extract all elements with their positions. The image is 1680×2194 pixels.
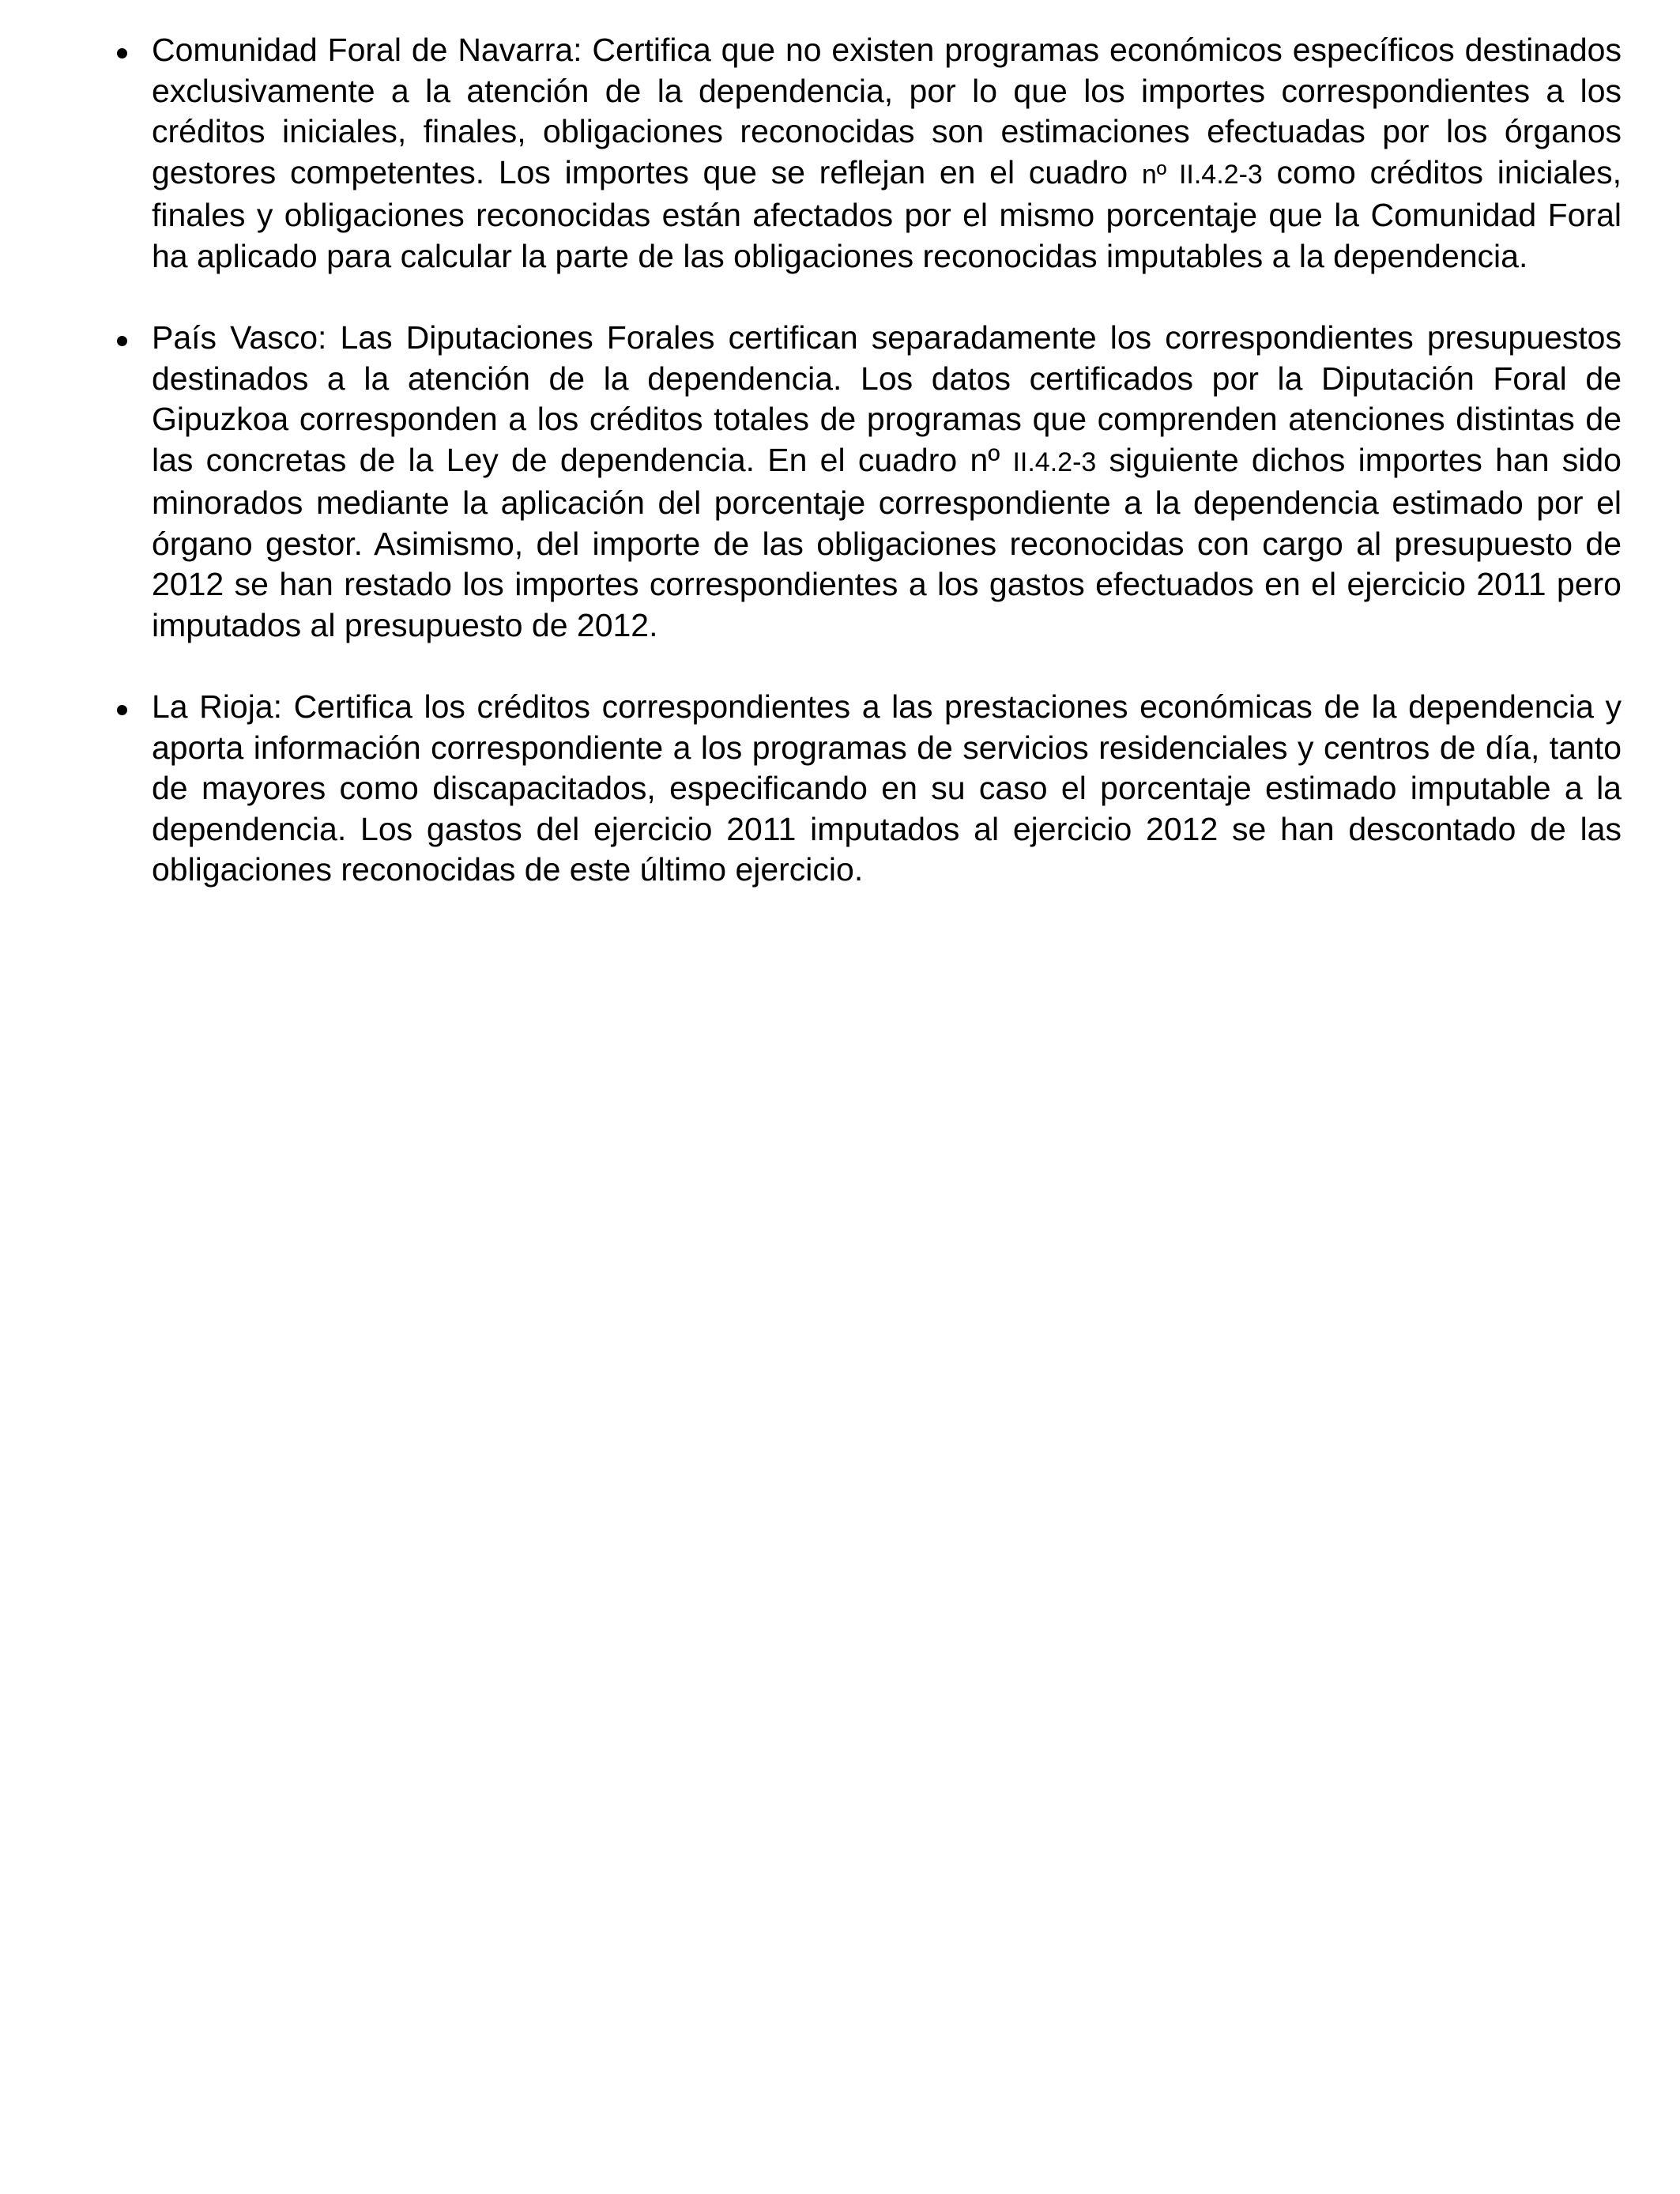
item-text-tail: siguiente dichos importes han sido minorados mediante la aplicación del porcentaje correspondiente a la dependencia estimado por el órgano gestor. Asimismo, del importe de las obligaciones reconocidas con cargo al presupuesto de 2012 se han restado los importes correspondientes a los gastos efectuados en el ejercicio 2011 pero imputados al presupuesto de 2012. [152, 441, 1622, 643]
item-text-lead: País Vasco: Las Diputaciones Forales certifican separadamente los correspondientes presupuestos destinados a la atención de la dependencia. Los datos certificados por la Diputación Foral de Gipuzkoa corresponden a los créditos totales de programas que comprenden atenciones distintas de las concretas de la Ley de dependencia. En el cuadro nº [152, 319, 1622, 478]
item-text: La Rioja: Certifica los créditos correspondientes a las prestaciones económicas de la dependencia y aporta información correspondiente a los programas de servicios residenciales y centros de día, tanto de mayores como discapacitados, especificando en su caso el porcentaje estimado imputable a la dependencia. Los gastos del ejercicio 2011 imputados al ejercicio 2012 se han descontado de las obligaciones reconocidas de este último ejercicio. [152, 688, 1622, 888]
bullet-icon [117, 336, 127, 346]
bullet-icon [117, 705, 127, 715]
table-reference: nº II.4.2-3 [1141, 159, 1263, 190]
bullet-list [111, 30, 1622, 932]
table-reference: II.4.2-3 [1012, 447, 1097, 477]
item-text-tail: como créditos iniciales, finales y obligaciones reconocidas están afectados por el mismo porcentaje que la Comunidad Foral ha aplicado para calcular la parte de las obligaciones reconocidas imputables a la dependencia. [152, 153, 1622, 274]
list-item-pais-vasco [111, 318, 1622, 646]
list-item-navarra [111, 30, 1622, 277]
bullet-icon [117, 48, 127, 58]
item-text-lead: Comunidad Foral de Navarra: Certifica que no existen programas económicos específicos destinados exclusivamente a la atención de la dependencia, por lo que los importes correspondientes a los créditos iniciales, finales, obligaciones reconocidas son estimaciones efectuadas por los órganos gestores competentes. Los importes que se reflejan en el cuadro [152, 32, 1622, 190]
list-item-la-rioja [111, 687, 1622, 891]
